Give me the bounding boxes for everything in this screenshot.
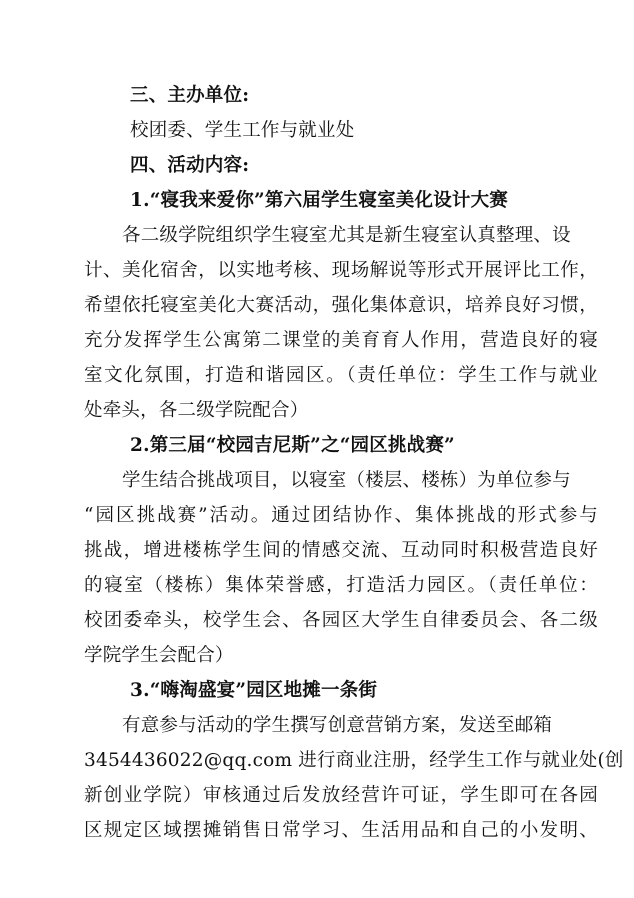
item1-line: 希望依托寝室美化大赛活动，强化集体意识，培养良好习惯， [84, 295, 598, 316]
item1-line: 各二级学院组织学生寝室尤其是新生寝室认真整理、设 [122, 225, 571, 246]
item1-line: 计、美化宿舍，以实地考核、现场解说等形式开展评比工作， [84, 260, 598, 281]
item1-line: 室文化氛围，打造和谐园区。（责任单位：学生工作与就业 [84, 365, 598, 386]
item2-line: 学生结合挑战项目，以寝室（楼层、楼栋）为单位参与 [122, 470, 571, 491]
item2-line: “园区挑战赛”活动。通过团结协作、集体挑战的形式参与 [84, 505, 598, 526]
item2-line: 的寝室（楼栋）集体荣誉感，打造活力园区。（责任单位： [84, 575, 598, 596]
item2-title: 2.第三届“校园吉尼斯”之“园区挑战赛” [130, 435, 455, 456]
section3-body: 校团委、学生工作与就业处 [130, 120, 355, 141]
item3-line: 有意参与活动的学生撰写创意营销方案，发送至邮箱 [122, 715, 553, 736]
item2-line: 校团委牵头，校学生会、各园区大学生自律委员会、各二级 [84, 610, 598, 631]
item2-line: 学院学生会配合） [84, 645, 234, 666]
item3-title: 3.“嗨淘盛宴”园区地摊一条街 [130, 680, 378, 701]
item1-line: 处牵头，各二级学院配合） [84, 400, 309, 421]
item3-line: 新创业学院）审核通过后发放经营许可证，学生即可在各园 [84, 785, 598, 806]
item2-line: 挑战，增进楼栋学生间的情感交流、互动同时积极营造良好 [84, 540, 598, 561]
item3-line: 区规定区域摆摊销售日常学习、生活用品和自己的小发明、 [84, 820, 598, 841]
section4-heading: 四、活动内容: [130, 155, 250, 176]
section3-heading: 三、主办单位: [130, 85, 250, 106]
item3-line: 3454436022@qq.com 进行商业注册，经学生工作与就业处(创 [84, 750, 624, 771]
item1-title: 1.“寝我来爱你”第六届学生寝室美化设计大赛 [130, 190, 508, 211]
item1-line: 充分发挥学生公寓第二课堂的美育育人作用，营造良好的寝 [84, 330, 598, 351]
